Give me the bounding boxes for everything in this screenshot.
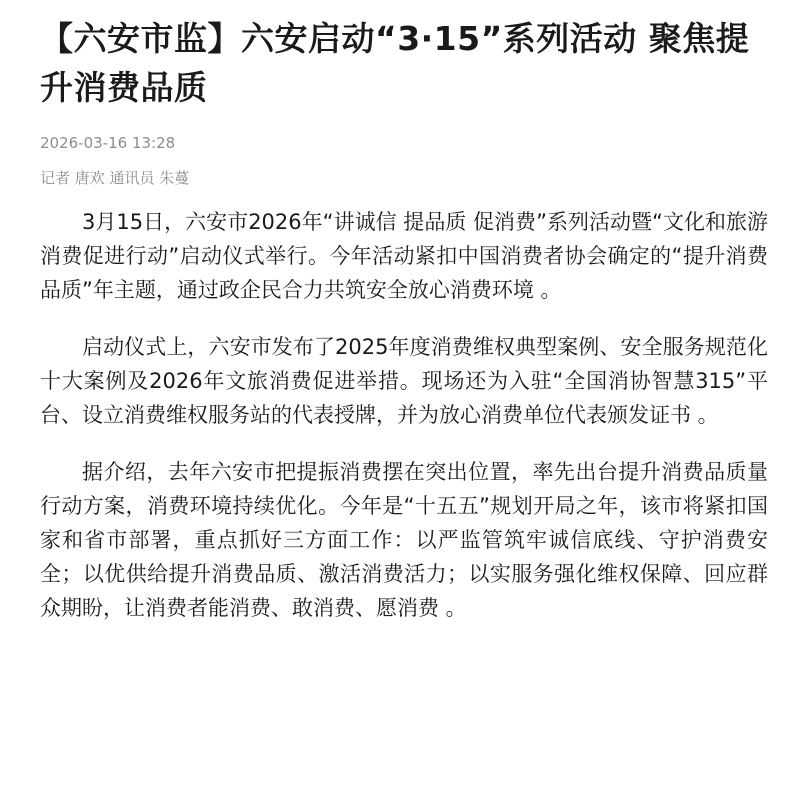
paragraph: 据介绍，去年六安市把提振消费摆在突出位置，率先出台提升消费品质量行动方案，消费环境持续优化。今年是“十五五”规划开局之年，该市将紧扣国家和省市部署，重点抓好三方面工作：以严监管筑牢诚信底线、守护消费安全；以优供给提升消费品质、激活消费活力；以实服务强化维权保障、回应群众期盼，让消费者能消费、敢消费、愿消费 。 — [40, 460, 768, 620]
paragraph: 3月15日，六安市2026年“讲诚信 提品质 促消费”系列活动暨“文化和旅游消费促进行动”启动仪式举行。今年活动紧扣中国消费者协会确定的“提升消费品质”年主题，通过政企民合力共筑安全放心消费环境 。 — [40, 210, 768, 302]
author-line: 记者 唐欢 通讯员 朱蔓 — [40, 169, 190, 187]
article — [40, 14, 768, 648]
publish-date: 2026-03-16 13:28 — [40, 134, 176, 152]
article-body — [40, 205, 768, 625]
article-meta — [40, 132, 768, 189]
paragraph: 启动仪式上，六安市发布了2025年度消费维权典型案例、安全服务规范化十大案例及2026年文旅消费促进举措。现场还为入驻“全国消协智慧315”平台、设立消费维权服务站的代表授牌，并为放心消费单位代表颁发证书 。 — [40, 335, 768, 427]
article-title: 【六安市监】六安启动“3·15”系列活动 聚焦提升消费品质 — [40, 19, 750, 107]
